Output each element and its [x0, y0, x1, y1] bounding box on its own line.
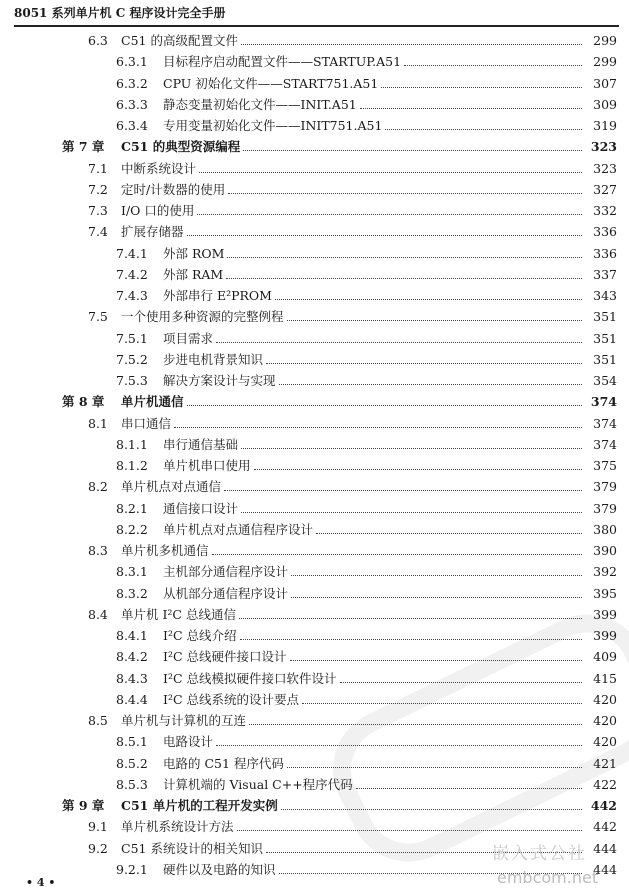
toc-entry-page: 299 — [593, 33, 617, 48]
toc-entry-title: 单片机 I²C 总线通信 — [121, 606, 236, 622]
toc-entry-page: 351 — [593, 309, 617, 325]
toc-entry — [0, 413, 629, 435]
toc-entry — [0, 51, 629, 73]
toc-entry-page: 444 — [593, 861, 617, 877]
toc-entry-page: 379 — [593, 500, 617, 516]
toc-entry-number: 7.4 — [88, 224, 108, 240]
toc-entry-number: 8.4.2 — [116, 649, 148, 665]
toc-entry-title-line — [121, 413, 582, 435]
toc-entry-title-line — [163, 349, 582, 371]
toc-entry-title-line — [163, 498, 582, 520]
dot-leader — [240, 625, 583, 640]
toc-entry-title: 单片机通信 — [121, 394, 184, 410]
toc-entry-page: 422 — [593, 776, 617, 792]
toc-entry-number: 8.5 — [88, 713, 108, 728]
toc-entry-page: 332 — [593, 203, 617, 218]
dot-leader — [237, 816, 582, 831]
toc-entry-title-line — [121, 306, 582, 328]
dot-leader — [404, 51, 582, 66]
toc-entry-title: 目标程序启动配置文件——STARTUP.A51 — [163, 54, 402, 70]
toc-entry-title-line — [121, 710, 582, 732]
toc-entry-title: 通信接口设计 — [163, 500, 239, 516]
dot-leader — [291, 561, 582, 576]
dot-leader — [239, 604, 582, 619]
toc-entry-number: 8.1.2 — [116, 458, 148, 473]
toc-entry-title: C51 的典型资源编程 — [121, 139, 241, 155]
toc-entry-title-line — [121, 604, 582, 626]
toc-entry — [0, 774, 629, 796]
dot-leader — [385, 115, 582, 130]
toc-entry-page: 374 — [593, 415, 617, 431]
toc-entry-title: 中断系统设计 — [121, 160, 197, 176]
toc-entry — [0, 604, 629, 626]
toc-entry-title: 专用变量初始化文件——INIT751.A51 — [163, 118, 383, 133]
toc-entry-page: 380 — [593, 521, 617, 537]
toc-entry-page: 351 — [593, 330, 617, 346]
toc-entry — [0, 519, 629, 541]
toc-entry-number: 第 7 章 — [62, 139, 105, 155]
toc-entry-title: I²C 总线介绍 — [163, 628, 237, 643]
toc-entry-title: I²C 总线系统的设计要点 — [163, 691, 299, 707]
toc-entry-number: 8.2 — [88, 479, 108, 495]
dot-leader — [249, 710, 582, 725]
toc-entry-number: 7.1 — [88, 160, 108, 176]
toc-entry-title-line — [163, 434, 582, 456]
toc-entry-title-line — [163, 115, 582, 137]
dot-leader — [281, 795, 582, 810]
toc-entry-title-line — [163, 73, 582, 95]
toc-entry-title-line — [121, 816, 582, 838]
dot-leader — [360, 94, 582, 109]
toc-entry-number: 7.3 — [88, 203, 108, 218]
toc-entry-title-line — [163, 561, 582, 583]
toc-entry-page: 351 — [593, 351, 617, 367]
toc-entry — [0, 731, 629, 753]
toc-entry-number: 9.1 — [88, 819, 108, 835]
toc-entry-title-line — [121, 391, 582, 413]
dot-leader — [290, 646, 583, 661]
toc-entry-page: 415 — [593, 670, 617, 686]
toc-entry-title: I²C 总线硬件接口设计 — [163, 649, 287, 665]
toc-entry-title-line — [163, 370, 582, 392]
toc-entry — [0, 179, 629, 201]
dot-leader — [266, 349, 582, 364]
toc-entry-title: 单片机串口使用 — [163, 458, 251, 473]
toc-entry — [0, 561, 629, 583]
toc-entry-number: 7.4.3 — [116, 288, 148, 303]
toc-entry-title: 单片机系统设计方法 — [121, 819, 234, 835]
toc-entry — [0, 689, 629, 711]
toc-entry-title-line — [121, 540, 582, 562]
toc-entry-number: 7.5 — [88, 309, 108, 325]
toc-entry-title: 单片机点对点通信 — [121, 479, 222, 495]
toc-entry — [0, 306, 629, 328]
toc-entry-page: 442 — [590, 798, 617, 813]
toc-entry-title-line — [163, 625, 582, 647]
toc-entry-page: 343 — [593, 288, 617, 303]
toc-entry-title: 扩展存储器 — [121, 224, 184, 240]
toc-entry — [0, 349, 629, 371]
toc-entry-page: 374 — [590, 394, 617, 410]
toc-entry — [0, 795, 629, 817]
toc-entry — [0, 264, 629, 286]
toc-entry — [0, 625, 629, 647]
toc-entry-title: C51 单片机的工程开发实例 — [121, 798, 278, 813]
toc-entry-title: 步进电机背景知识 — [163, 351, 264, 367]
header-title: 8051 系列单片机 C 程序设计完全手册 — [14, 6, 226, 20]
toc-entry-number: 7.5.3 — [116, 373, 148, 388]
toc-entry — [0, 94, 629, 116]
toc-entry-number: 8.4.3 — [116, 670, 148, 686]
toc-entry-title-line — [121, 795, 582, 817]
toc-entry — [0, 115, 629, 137]
dot-leader — [302, 689, 582, 704]
dot-leader — [228, 179, 582, 194]
toc-entry-title: 主机部分通信程序设计 — [163, 564, 289, 580]
toc-entry — [0, 243, 629, 265]
toc-entry — [0, 455, 629, 477]
toc-entry-title-line — [121, 221, 582, 243]
toc-entry — [0, 646, 629, 668]
toc-entry — [0, 498, 629, 520]
toc-entry-title: I/O 口的使用 — [121, 203, 195, 218]
watermark-logo: 嵌入式公社 — [492, 844, 587, 864]
toc-entry-number: 7.5.2 — [116, 351, 148, 367]
toc-entry-title: 单片机与计算机的互连 — [121, 713, 247, 728]
toc-entry-page: 390 — [593, 543, 617, 558]
toc-entry-title-line — [163, 51, 582, 73]
toc-entry-page: 392 — [593, 564, 617, 580]
toc-entry-number: 7.4.1 — [116, 245, 148, 261]
toc-entry-number: 8.5.2 — [116, 755, 148, 771]
toc-entry-title: 电路的 C51 程序代码 — [163, 755, 284, 771]
toc-entry-number: 8.5.3 — [116, 776, 148, 792]
dot-leader — [187, 221, 582, 236]
toc-entry-title: 电路设计 — [163, 734, 214, 750]
toc-entry — [0, 136, 629, 158]
toc-entry-page: 323 — [593, 160, 617, 176]
dot-leader — [356, 774, 582, 789]
dot-leader — [275, 285, 582, 300]
toc-entry-title: 串口通信 — [121, 415, 172, 431]
toc-entry — [0, 285, 629, 307]
dot-leader — [216, 328, 582, 343]
dot-leader — [287, 753, 582, 768]
toc-entry-title: 项目需求 — [163, 330, 214, 346]
toc-entry-page: 375 — [593, 458, 617, 473]
toc-entry-number: 6.3.4 — [116, 118, 148, 133]
dot-leader — [227, 243, 582, 258]
dot-leader — [381, 73, 582, 88]
toc-entry — [0, 391, 629, 413]
toc-entry-number: 7.4.2 — [116, 266, 148, 282]
toc-entry-title: CPU 初始化文件——START751.A51 — [163, 75, 379, 91]
toc-entry-title: 计算机端的 Visual C++程序代码 — [163, 776, 353, 792]
toc-entry-number: 8.4.1 — [116, 628, 148, 643]
toc-entry — [0, 221, 629, 243]
dot-leader — [241, 498, 582, 513]
dot-leader — [199, 158, 582, 173]
toc-entry — [0, 30, 629, 52]
toc-entry-page: 420 — [593, 691, 617, 707]
toc-entry-number: 8.3.1 — [116, 564, 148, 580]
dot-leader — [187, 391, 582, 406]
toc-entry-title: C51 系统设计的相关知识 — [121, 840, 263, 856]
toc-entry-number: 8.1.1 — [116, 436, 148, 452]
toc-entry-page: 409 — [593, 649, 617, 665]
toc-entry — [0, 73, 629, 95]
toc-entry-title: C51 的高级配置文件 — [121, 33, 238, 48]
toc-entry-number: 6.3.1 — [116, 54, 148, 70]
dot-leader — [279, 370, 582, 385]
toc-entry-page: 307 — [593, 75, 617, 91]
toc-entry — [0, 668, 629, 690]
toc-entry-title: 单片机点对点通信程序设计 — [163, 521, 314, 537]
toc-entry-title-line — [163, 328, 582, 350]
toc-entry-page: 354 — [593, 373, 617, 388]
toc-entry-page: 337 — [593, 266, 617, 282]
toc-entry-title: 串行通信基础 — [163, 436, 239, 452]
page-number: • 4 • — [26, 876, 56, 889]
dot-leader — [224, 476, 582, 491]
toc-entry-title-line — [163, 583, 582, 605]
toc-entry-title-line — [163, 753, 582, 775]
toc-entry-title: 从机部分通信程序设计 — [163, 585, 289, 601]
toc-entry-page: 399 — [593, 628, 617, 643]
toc-entry-page: 420 — [593, 734, 617, 750]
toc-entry-page: 421 — [593, 755, 617, 771]
toc-entry-page: 399 — [593, 606, 617, 622]
toc-entry-number: 6.3.3 — [116, 96, 148, 112]
toc-entry-title-line — [121, 30, 582, 52]
toc-entry-title: 单片机多机通信 — [121, 543, 209, 558]
toc-entry-title-line — [163, 668, 582, 690]
toc-entry-page: 420 — [593, 713, 617, 728]
toc-entry-title-line — [163, 94, 582, 116]
toc-entry-title-line — [163, 731, 582, 753]
toc-entry — [0, 370, 629, 392]
dot-leader — [243, 136, 582, 151]
watermark-url: embcom.net — [497, 868, 599, 887]
dot-leader — [197, 200, 582, 215]
toc-entry-page: 442 — [593, 819, 617, 835]
toc-entry-page: 323 — [590, 139, 617, 155]
toc-entry — [0, 816, 629, 838]
toc-entry — [0, 434, 629, 456]
toc-entry-title-line — [163, 519, 582, 541]
toc-entry-title: I²C 总线模拟硬件接口软件设计 — [163, 670, 337, 686]
dot-leader — [174, 413, 582, 428]
toc-entry-title-line — [163, 646, 582, 668]
toc-entry-page: 309 — [593, 96, 617, 112]
toc-entry-title: 定时/计数器的使用 — [121, 181, 226, 197]
toc-entry-title-line — [121, 179, 582, 201]
toc-entry — [0, 158, 629, 180]
toc-entry-title-line — [163, 285, 582, 307]
dot-leader — [316, 519, 582, 534]
toc-entry-number: 9.2 — [88, 840, 108, 856]
toc-entry-title-line — [121, 200, 582, 222]
toc-entry-title-line — [163, 774, 582, 796]
toc-entry-title-line — [163, 243, 582, 265]
toc-entry-number: 第 8 章 — [62, 394, 105, 410]
toc-entry — [0, 328, 629, 350]
toc-entry — [0, 753, 629, 775]
toc-entry-number: 7.2 — [88, 181, 108, 197]
dot-leader — [254, 455, 582, 470]
toc-entry-number: 8.2.1 — [116, 500, 148, 516]
toc-entry — [0, 583, 629, 605]
toc-entry — [0, 476, 629, 498]
toc-entry-number: 6.3.2 — [116, 75, 148, 91]
toc-entry-title: 解决方案设计与实现 — [163, 373, 276, 388]
toc-entry-title: 硬件以及电路的知识 — [163, 861, 276, 877]
toc-entry-number: 第 9 章 — [62, 798, 105, 813]
toc-entry-number: 8.4 — [88, 606, 108, 622]
toc-entry-page: 395 — [593, 585, 617, 601]
toc-entry-title-line — [163, 455, 582, 477]
toc-entry-page: 379 — [593, 479, 617, 495]
toc-entry-number: 9.2.1 — [116, 861, 148, 877]
dot-leader — [216, 731, 582, 746]
toc-entry-title: 外部串行 E²PROM — [163, 288, 272, 303]
toc-entry-page: 299 — [593, 54, 617, 70]
toc-entry-number: 8.5.1 — [116, 734, 148, 750]
dot-leader — [241, 434, 582, 449]
dot-leader — [340, 668, 583, 683]
dot-leader — [287, 306, 582, 321]
toc-entry — [0, 200, 629, 222]
toc-entry-title: 一个使用多种资源的完整例程 — [121, 309, 284, 325]
toc-entry-title: 外部 RAM — [163, 266, 224, 282]
toc-entry-page: 444 — [593, 840, 617, 856]
dot-leader — [212, 540, 582, 555]
toc-entry-page: 327 — [593, 181, 617, 197]
dot-leader — [241, 30, 582, 45]
toc-entry-title-line — [121, 158, 582, 180]
toc-entry-number: 8.2.2 — [116, 521, 148, 537]
toc-entry — [0, 710, 629, 732]
toc-entry-page: 374 — [593, 436, 617, 452]
toc-entry-title-line — [163, 264, 582, 286]
toc-entry-page: 336 — [593, 245, 617, 261]
toc-entry-number: 7.5.1 — [116, 330, 148, 346]
dot-leader — [291, 583, 582, 598]
toc-entry-number: 8.3 — [88, 543, 108, 558]
toc-entry-number: 8.1 — [88, 415, 108, 431]
toc-entry-number: 8.4.4 — [116, 691, 148, 707]
toc-entry-title-line — [121, 136, 582, 158]
toc-entry-page: 336 — [593, 224, 617, 240]
toc-entry-title: 外部 ROM — [163, 245, 225, 261]
toc-entry-title-line — [163, 689, 582, 711]
toc-entry-number: 8.3.2 — [116, 585, 148, 601]
toc-entry-title: 静态变量初始化文件——INIT.A51 — [163, 96, 357, 112]
toc-entry-page: 319 — [593, 118, 617, 133]
toc-entry-title-line — [121, 476, 582, 498]
toc-entry — [0, 540, 629, 562]
dot-leader — [226, 264, 582, 279]
toc-entry-number: 6.3 — [88, 33, 108, 48]
